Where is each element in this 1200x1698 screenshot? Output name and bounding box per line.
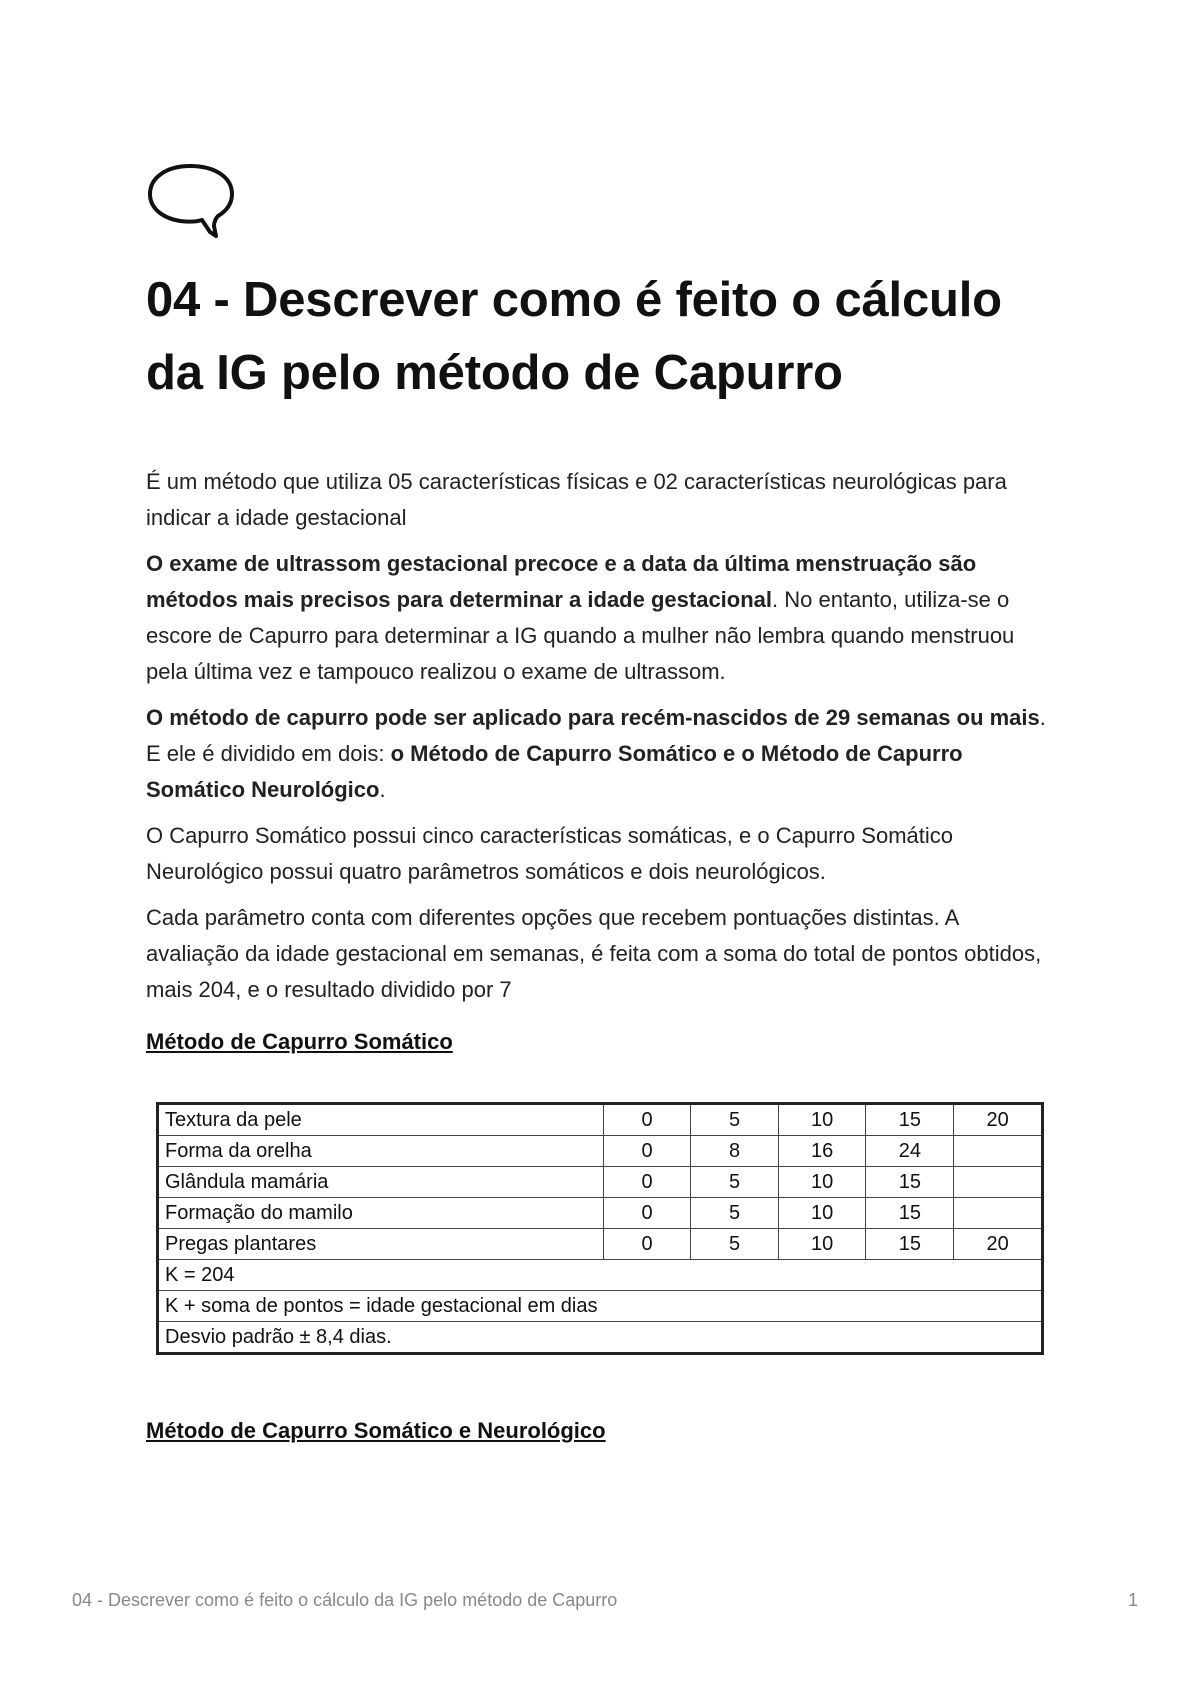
score-cell: 10	[778, 1229, 866, 1260]
row-label: Forma da orelha	[158, 1136, 604, 1167]
bold-text: O método de capurro pode ser aplicado para recém-nascidos de 29 semanas ou mais	[146, 705, 1040, 730]
table-row	[158, 1104, 1043, 1136]
paragraph-text: . E ele é dividido em dois:	[146, 705, 1046, 766]
bold-text: O exame de ultrassom gestacional precoce e a data da última menstruação são métodos mais precisos para determinar a idade gestacional	[146, 551, 977, 612]
row-label: Textura da pele	[158, 1104, 604, 1136]
score-cell: 10	[778, 1198, 866, 1229]
score-cell: 0	[603, 1136, 690, 1167]
score-cell: 5	[691, 1198, 778, 1229]
score-cell: 8	[691, 1136, 778, 1167]
score-cell: 10	[778, 1167, 866, 1198]
table-row	[158, 1167, 1043, 1198]
table-row	[158, 1136, 1043, 1167]
bold-text: o Método de Capurro Somático e o Método de Capurro Somático Neurológico	[146, 741, 963, 802]
score-cell	[954, 1136, 1043, 1167]
score-cell: 0	[603, 1198, 690, 1229]
page-title: 04 - Descrever como é feito o cálculo da IG pelo método de Capurro	[146, 273, 1002, 400]
score-cell: 24	[866, 1136, 954, 1167]
score-cell	[954, 1198, 1043, 1229]
score-cell: 15	[866, 1104, 954, 1136]
score-cell: 0	[603, 1229, 690, 1260]
section-heading-somatico-neurologico: Método de Capurro Somático e Neurológico	[146, 1418, 606, 1443]
table-note-row	[158, 1322, 1043, 1354]
page-footer	[72, 1590, 1138, 1611]
capurro-table-image	[156, 1102, 1056, 1355]
score-cell: 5	[691, 1229, 778, 1260]
paragraph-text: .	[379, 777, 386, 802]
row-label: Formação do mamilo	[158, 1198, 604, 1229]
footer-title: 04 - Descrever como é feito o cálculo da IG pelo método de Capurro	[72, 1590, 618, 1610]
score-cell: 15	[866, 1198, 954, 1229]
table-note-row	[158, 1291, 1043, 1322]
table-note-row	[158, 1260, 1043, 1291]
row-label: Pregas plantares	[158, 1229, 604, 1260]
score-cell: 5	[691, 1167, 778, 1198]
paragraph-metodo	[146, 700, 1056, 808]
score-cell: 15	[866, 1229, 954, 1260]
paragraph-avaliacao: Cada parâmetro conta com diferentes opções que recebem pontuações distintas. A avaliação da idade gestacional em semanas, é feita com a soma do total de pontos obtidos, mais 204, e o resultado dividido por 7	[146, 905, 1042, 1002]
table-row	[158, 1198, 1043, 1229]
score-cell: 10	[778, 1104, 866, 1136]
page-number: 1	[1127, 1590, 1138, 1610]
section-heading-somatico: Método de Capurro Somático	[146, 1029, 453, 1054]
score-cell: 5	[691, 1104, 778, 1136]
table-row	[158, 1229, 1043, 1260]
capurro-table	[156, 1102, 1044, 1355]
table-note: Desvio padrão ± 8,4 dias.	[158, 1322, 1043, 1354]
speech-bubble-icon	[144, 160, 236, 242]
paragraph-ultrassom	[146, 546, 1056, 690]
table-note: K + soma de pontos = idade gestacional em dias	[158, 1291, 1043, 1322]
score-cell: 0	[603, 1104, 690, 1136]
row-label: Glândula mamária	[158, 1167, 604, 1198]
paragraph-text: . No entanto, utiliza-se o escore de Capurro para determinar a IG quando a mulher não lembra quando menstruou pela última vez e tampouco realizou o exame de ultrassom.	[146, 587, 1015, 684]
score-cell	[954, 1167, 1043, 1198]
score-cell: 20	[954, 1104, 1043, 1136]
score-cell: 20	[954, 1229, 1043, 1260]
score-cell: 16	[778, 1136, 866, 1167]
paragraph-somatico: O Capurro Somático possui cinco características somáticas, e o Capurro Somático Neurológico possui quatro parâmetros somáticos e dois neurológicos.	[146, 823, 953, 884]
paragraph-intro: É um método que utiliza 05 características físicas e 02 características neurológicas para indicar a idade gestacional	[146, 469, 1007, 530]
table-note: K = 204	[158, 1260, 1043, 1291]
page-content	[146, 160, 1056, 1449]
score-cell: 0	[603, 1167, 690, 1198]
score-cell: 15	[866, 1167, 954, 1198]
